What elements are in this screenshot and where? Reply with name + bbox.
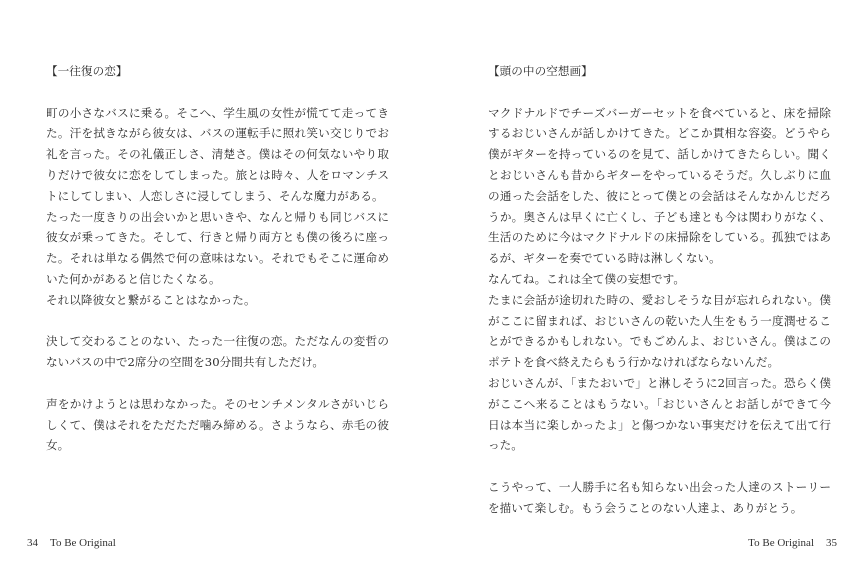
- paragraph-spacer: [488, 456, 831, 477]
- essay-paragraph: 町の小さなバスに乗る。そこへ、学生風の女性が慌てて走ってきた。汗を拭きながら彼女は、バスの運転手に照れ笑い交じりでお礼を言った。その礼儀正しさ、清楚さ。僕はその何気ないやり取りだけで彼女に恋をしてしまった。旅とは時々、人をロマンチストにしてしまい、人恋しさに浸してしまう、そんな魔力がある。: [46, 105, 389, 203]
- essay-paragraph: それ以降彼女と繋がることはなかった。: [46, 292, 256, 307]
- heading-spacer: [46, 82, 389, 103]
- footer-title: To Be Original: [50, 537, 116, 549]
- right-footer: [748, 537, 837, 549]
- essay-paragraph: マクドナルドでチーズバーガーセットを食べていると、床を掃除するおじいさんが話しかけてきた。どこか貫相な容姿。どうやら僕がギターを持っているのを見て、話しかけてきたらしい。聞くとおじいさんも昔からギターをやっているそうだ。久しぶりに血の通った会話をした、彼にとって僕との会話はそんなかんじだろうか。奥さんは早くに亡くし、子ども達とも今は関わりがなく、生活のために今はマクドナルドの床掃除をしている。孤独ではあるが、ギターを奏でている時は淋しくない。: [488, 105, 831, 266]
- essay-heading: 【一往復の恋】: [46, 64, 128, 78]
- left-footer: [27, 537, 116, 549]
- essay-paragraph: おじいさんが、「またおいで」と淋しそうに2回言った。恐らく僕がここへ来ることはもうない。「おじいさんとお話しができて今日は本当に楽しかったよ」と傷つかない事実だけを伝えて出て行った。: [488, 375, 831, 453]
- essay-paragraph: 声をかけようとは思わなかった。そのセンチメンタルさがいじらしくて、僕はそれをただただ噛み締める。さようなら、赤毛の彼女。: [46, 396, 389, 453]
- paragraph-spacer: [46, 373, 389, 394]
- essay-paragraph: なんてね。これは全て僕の妄想です。: [488, 271, 686, 286]
- left-essay: [46, 61, 389, 456]
- essay-heading: 【頭の中の空想画】: [488, 64, 593, 78]
- paragraph-spacer: [46, 311, 389, 332]
- right-page: [428, 0, 856, 576]
- footer-title: To Be Original: [748, 537, 814, 549]
- essay-paragraph: たまに会話が途切れた時の、愛おしそうな目が忘れられない。僕がここに留まれば、おじいさんの乾いた人生をもう一度潤せることができるかもしれない。でもごめんよ、おじいさん。僕はこのポテトを食べ終えたらもう行かなければならないんだ。: [488, 292, 831, 370]
- essay-paragraph: こうやって、一人勝手に名も知らない出会った人達のストーリーを描いて楽しむ。もう会うことのない人達よ、ありがとう。: [488, 479, 831, 515]
- right-essay: [488, 61, 831, 519]
- essay-paragraph: 決して交わることのない、たった一往復の恋。ただなんの変哲のないバスの中で2席分の空間を30分間共有しただけ。: [46, 334, 389, 370]
- page-number: 34: [27, 537, 38, 549]
- heading-spacer: [488, 82, 831, 103]
- page-number: 35: [826, 537, 837, 549]
- essay-paragraph: たった一度きりの出会いかと思いきや、なんと帰りも同じバスに彼女が乗ってきた。そして、行きと帰り両方とも僕の後ろに座った。それは単なる偶然で何の意味はない。それでもそこに運命めいた何かがあると信じたくなる。: [46, 209, 389, 286]
